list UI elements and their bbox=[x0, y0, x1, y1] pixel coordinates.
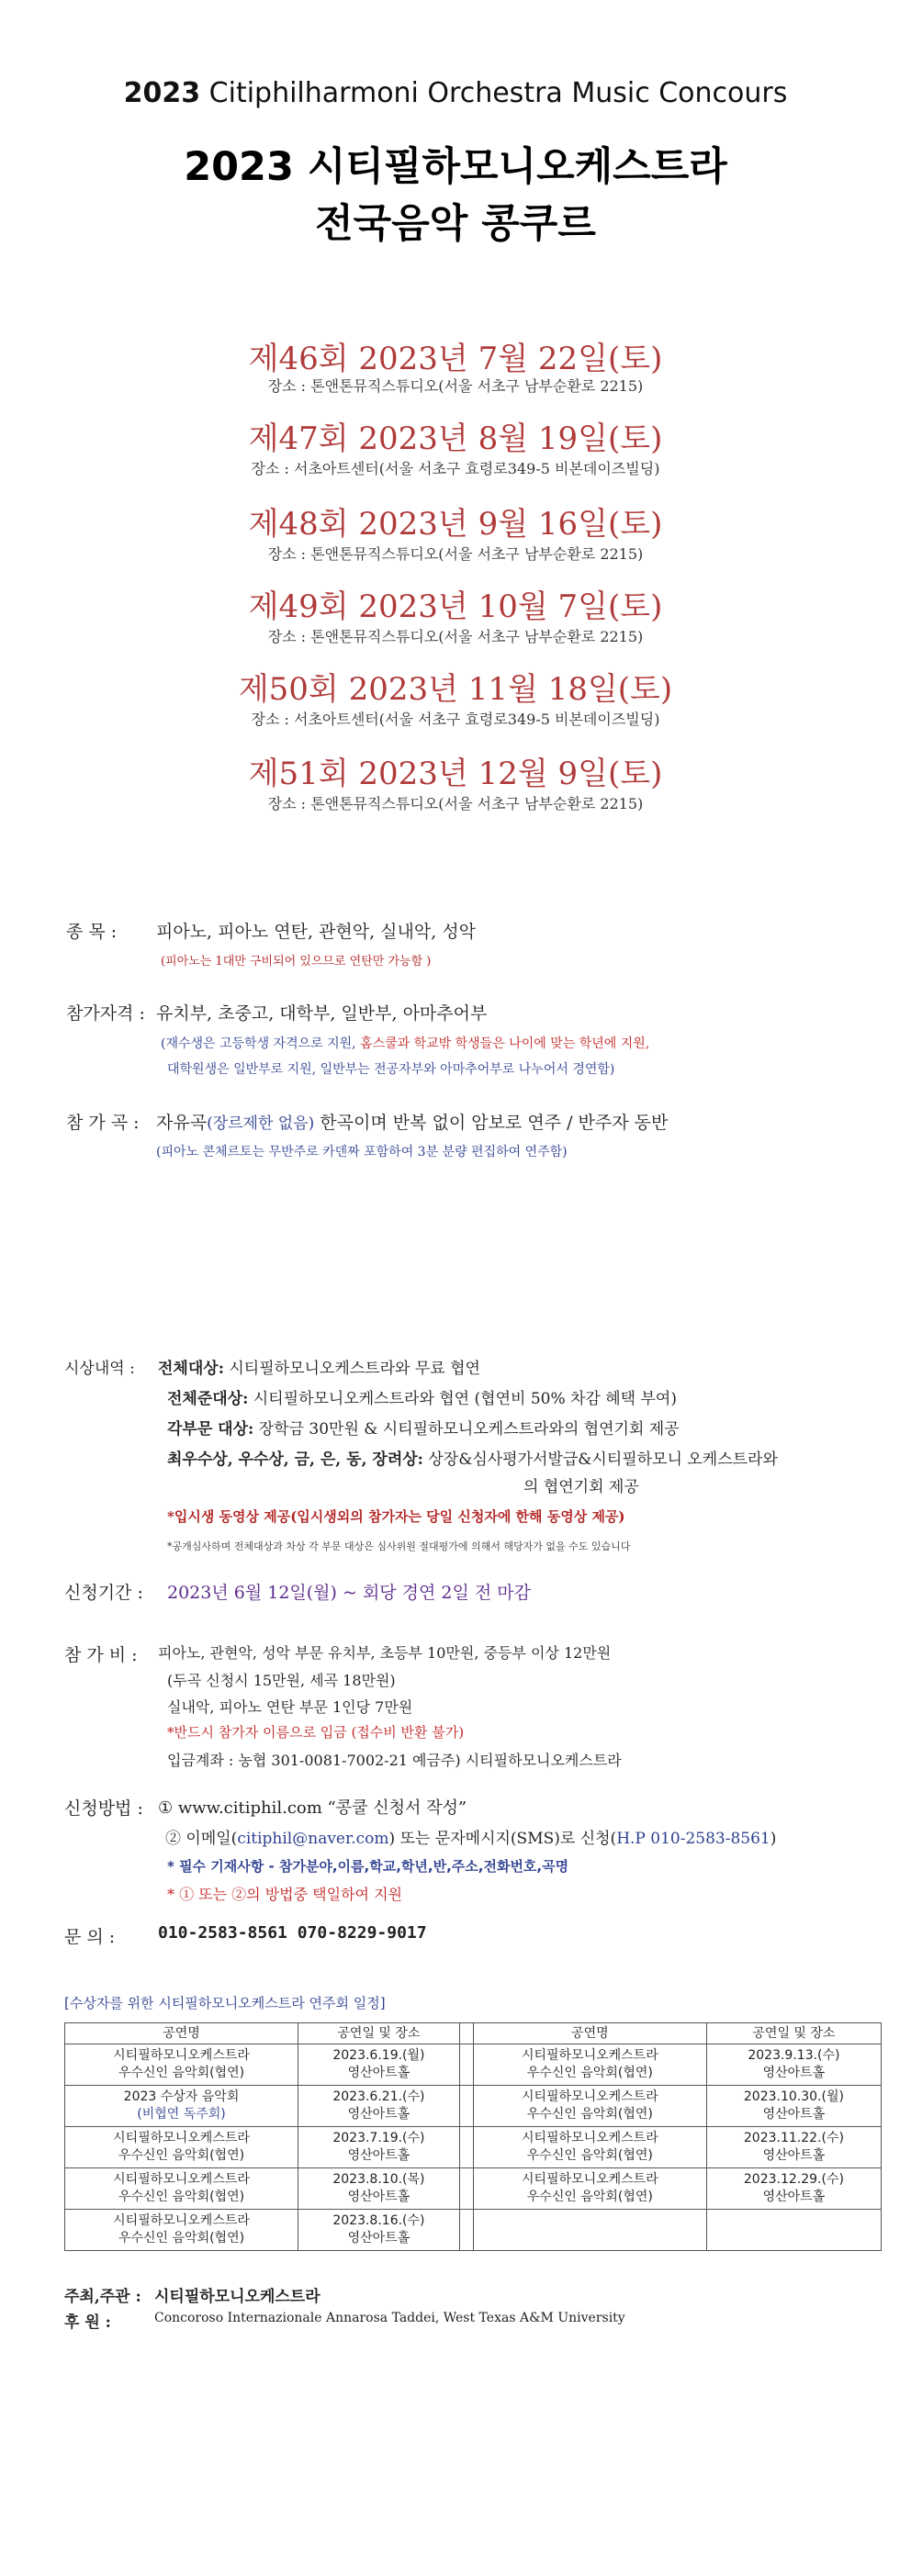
apply-label: 신청방법 : bbox=[64, 1798, 143, 1819]
round-47-title: 제47회 2023년 8월 19일(토) bbox=[248, 420, 663, 457]
schedule-header-row bbox=[65, 2023, 882, 2044]
period-value: 2023년 6월 12일(월) ~ 회당 경연 2일 전 마감 bbox=[167, 1583, 532, 1603]
round-46-venue: 장소 : 톤앤톤뮤직스튜디오(서울 서초구 남부순환로 2215) bbox=[267, 377, 644, 395]
title-korean-line1: 2023 시티필하모니오케스트라 bbox=[184, 144, 727, 190]
awards-division bbox=[167, 1416, 680, 1439]
schedule-col-name-left: 공연명 bbox=[65, 2023, 298, 2044]
schedule-cell-name: 시티필하모니오케스트라 우수신인 음악회(협연) bbox=[473, 2086, 706, 2127]
piece-note: (피아노 콘체르토는 무반주로 카덴짜 포함하여 3분 분량 편집하여 연주함) bbox=[156, 1145, 568, 1159]
round-49-title: 제49회 2023년 10월 7일(토) bbox=[248, 588, 663, 625]
schedule-cell-name: 시티필하모니오케스트라 우수신인 음악회(협연) bbox=[65, 2210, 298, 2251]
awards-grand-value: 시티필하모니오케스트라와 무료 협연 bbox=[229, 1360, 480, 1378]
qualification-value: 유치부, 초중고, 대학부, 일반부, 아마추어부 bbox=[156, 1003, 488, 1024]
apply-method-2c: ) bbox=[770, 1830, 777, 1848]
contact-value: 010-2583-8561 070-8229-9017 bbox=[158, 1923, 427, 1943]
schedule-cell-date: 2023.8.10.(목) 영산아트홀 bbox=[298, 2168, 460, 2210]
schedule-cell-name: 시티필하모니오케스트라 우수신인 음악회(협연) bbox=[473, 2168, 706, 2210]
table-row bbox=[65, 2168, 882, 2210]
schedule-cell-name: 시티필하모니오케스트라 우수신인 음악회(협연) bbox=[65, 2127, 298, 2168]
round-48-venue: 장소 : 톤앤톤뮤직스튜디오(서울 서초구 남부순환로 2215) bbox=[267, 545, 644, 563]
round-51-title: 제51회 2023년 12월 9일(토) bbox=[248, 756, 663, 792]
qualification-note-1a: (재수생은 고등학생 자격으로 지원, bbox=[161, 1036, 356, 1051]
schedule-cell-name: 시티필하모니오케스트라 우수신인 음악회(협연) bbox=[473, 2127, 706, 2168]
schedule-cell-name: 시티필하모니오케스트라 우수신인 음악회(협연) bbox=[473, 2044, 706, 2086]
awards-semi-value: 시티필하모니오케스트라와 협연 (협연비 50% 차감 혜택 부여) bbox=[253, 1390, 677, 1408]
fee-label: 참 가 비 : bbox=[64, 1645, 138, 1665]
fee-line-3: 실내악, 피아노 연탄 부문 1인당 7만원 bbox=[167, 1698, 413, 1716]
awards-semi bbox=[167, 1385, 677, 1408]
title-english bbox=[0, 77, 911, 109]
round-49-venue: 장소 : 톤앤톤뮤직스튜디오(서울 서초구 남부순환로 2215) bbox=[267, 628, 644, 645]
table-row bbox=[65, 2210, 882, 2251]
round-48-title: 제48회 2023년 9월 16일(토) bbox=[248, 506, 663, 543]
piece-value bbox=[156, 1109, 668, 1134]
schedule-cell-name: 시티필하모니오케스트라 우수신인 음악회(협연) bbox=[65, 2044, 298, 2086]
schedule-cell-empty bbox=[473, 2210, 706, 2251]
fee-line-1: 피아노, 관현악, 성악 부문 유치부, 초등부 10만원, 중등부 이상 12만원 bbox=[158, 1644, 612, 1662]
schedule-col-date-left: 공연일 및 장소 bbox=[298, 2023, 460, 2044]
category-note: (피아노는 1대만 구비되어 있으므로 연탄만 가능함 ) bbox=[161, 955, 432, 969]
fee-line-5: 입금계좌 : 농협 301-0081-7002-21 예금주) 시티필하모니오케스트라 bbox=[167, 1752, 622, 1769]
apply-method-2b: ) 또는 문자메시지(SMS)로 신청( bbox=[388, 1830, 617, 1848]
apply-required: * 필수 기재사항 - 참가분야,이름,학교,학년,반,주소,전화번호,곡명 bbox=[167, 1858, 569, 1875]
apply-phone: H.P 010-2583-8561 bbox=[616, 1830, 770, 1848]
apply-method-2 bbox=[165, 1825, 776, 1848]
schedule-col-name-right: 공연명 bbox=[473, 2023, 706, 2044]
apply-method-1: ① www.citiphil.com “콩쿨 신청서 작성” bbox=[158, 1798, 467, 1818]
schedule-col-date-right: 공연일 및 장소 bbox=[706, 2023, 881, 2044]
piece-value-c: 한곡이며 반복 없이 암보로 연주 / 반주자 동반 bbox=[314, 1113, 669, 1133]
awards-judge-note: *공개심사하며 전체대상과 차상 각 부문 대상은 심사위원 절대평가에 의해서 해당자가 없을 수도 있습니다 bbox=[167, 1540, 631, 1552]
round-50-title: 제50회 2023년 11월 18일(토) bbox=[238, 671, 673, 708]
awards-top-value-2: 의 협연기회 제공 bbox=[523, 1478, 639, 1496]
schedule-cell-date: 2023.8.16.(수) 영산아트홀 bbox=[298, 2210, 460, 2251]
title-english-year: 2023 bbox=[123, 77, 201, 109]
round-47-venue: 장소 : 서초아트센터(서울 서초구 효령로349-5 비본데이즈빌딩) bbox=[251, 460, 660, 477]
sponsor-value: Concoroso Internazionale Annarosa Taddei, West Texas A&M University bbox=[154, 2311, 625, 2325]
awards-semi-label: 전체준대상: bbox=[167, 1390, 249, 1408]
sponsor-label: 후 원 : bbox=[64, 2313, 111, 2332]
table-row bbox=[65, 2044, 882, 2086]
schedule-cell-date: 2023.11.22.(수) 영산아트홀 bbox=[706, 2127, 881, 2168]
qualification-note-1 bbox=[161, 1034, 649, 1052]
title-korean-line2: 전국음악 콩쿠르 bbox=[315, 201, 596, 247]
round-50-venue: 장소 : 서초아트센터(서울 서초구 효령로349-5 비본데이즈빌딩) bbox=[251, 711, 660, 728]
schedule-cell-date: 2023.12.29.(수) 영산아트홀 bbox=[706, 2168, 881, 2210]
table-row bbox=[65, 2086, 882, 2127]
table-row bbox=[65, 2127, 882, 2168]
apply-choose: * ① 또는 ②의 방법중 택일하여 지원 bbox=[167, 1886, 402, 1903]
schedule-cell-name: 2023 수상자 음악회 (비협연 독주회) bbox=[65, 2086, 298, 2127]
host-label: 주최,주관 : bbox=[64, 2288, 141, 2306]
piece-value-b: (장르제한 없음) bbox=[207, 1114, 315, 1133]
contact-label: 문 의 : bbox=[64, 1927, 116, 1947]
qualification-note-1b: 홈스쿨과 학교밖 학생들은 나이에 맞는 학년에 지원, bbox=[360, 1036, 650, 1051]
qualification-note-2: 대학원생은 일반부로 지원, 일반부는 전공자부와 아마추어부로 나누어서 경연함) bbox=[167, 1062, 615, 1077]
title-english-text: Citiphilharmoni Orchestra Music Concours bbox=[208, 77, 788, 109]
awards-division-value: 장학금 30만원 & 시티필하모니오케스트라와의 협연기회 제공 bbox=[258, 1420, 680, 1439]
category-label: 종 목 : bbox=[66, 922, 118, 942]
schedule-cell-date: 2023.9.13.(수) 영산아트홀 bbox=[706, 2044, 881, 2086]
awards-label: 시상내역 : bbox=[64, 1360, 135, 1378]
awards-grand bbox=[158, 1355, 480, 1378]
apply-method-2a: ② 이메일( bbox=[165, 1830, 238, 1848]
category-value: 피아노, 피아노 연탄, 관현악, 실내악, 성악 bbox=[156, 922, 477, 942]
qualification-label: 참가자격 : bbox=[66, 1003, 145, 1024]
schedule-cell-date: 2023.6.21.(수) 영산아트홀 bbox=[298, 2086, 460, 2127]
schedule-cell-empty bbox=[706, 2210, 881, 2251]
round-46-title: 제46회 2023년 7월 22일(토) bbox=[248, 341, 663, 377]
awards-top-label: 최우수상, 우수상, 금, 은, 동, 장려상: bbox=[167, 1450, 423, 1469]
fee-line-2: (두곡 신청시 15만원, 세곡 18만원) bbox=[167, 1672, 396, 1689]
fee-line-4: *반드시 참가자 이름으로 입금 (접수비 반환 불가) bbox=[167, 1724, 465, 1741]
awards-division-label: 각부문 대상: bbox=[167, 1420, 254, 1439]
awards-top bbox=[167, 1446, 778, 1469]
host-value: 시티필하모니오케스트라 bbox=[154, 2288, 321, 2306]
schedule-cell-date: 2023.7.19.(수) 영산아트홀 bbox=[298, 2127, 460, 2168]
schedule-title: [수상자를 위한 시티필하모니오케스트라 연주회 일정] bbox=[64, 1995, 386, 2011]
schedule-table bbox=[64, 2022, 882, 2251]
apply-email[interactable]: citiphil@naver.com bbox=[237, 1830, 389, 1848]
round-51-venue: 장소 : 톤앤톤뮤직스튜디오(서울 서초구 남부순환로 2215) bbox=[267, 795, 644, 812]
piece-label: 참 가 곡 : bbox=[66, 1113, 140, 1133]
piece-value-a: 자유곡 bbox=[156, 1113, 208, 1133]
awards-video-note: *입시생 동영상 제공(입시생외의 참가자는 당일 신청자에 한해 동영상 제공) bbox=[167, 1508, 625, 1525]
awards-grand-label: 전체대상: bbox=[158, 1360, 224, 1378]
schedule-cell-date: 2023.10.30.(월) 영산아트홀 bbox=[706, 2086, 881, 2127]
period-label: 신청기간 : bbox=[64, 1583, 143, 1603]
awards-top-value: 상장&심사평가서발급&시티필하모니 오케스트라와 bbox=[428, 1450, 778, 1469]
schedule-cell-date: 2023.6.19.(월) 영산아트홀 bbox=[298, 2044, 460, 2086]
schedule-cell-name: 시티필하모니오케스트라 우수신인 음악회(협연) bbox=[65, 2168, 298, 2210]
